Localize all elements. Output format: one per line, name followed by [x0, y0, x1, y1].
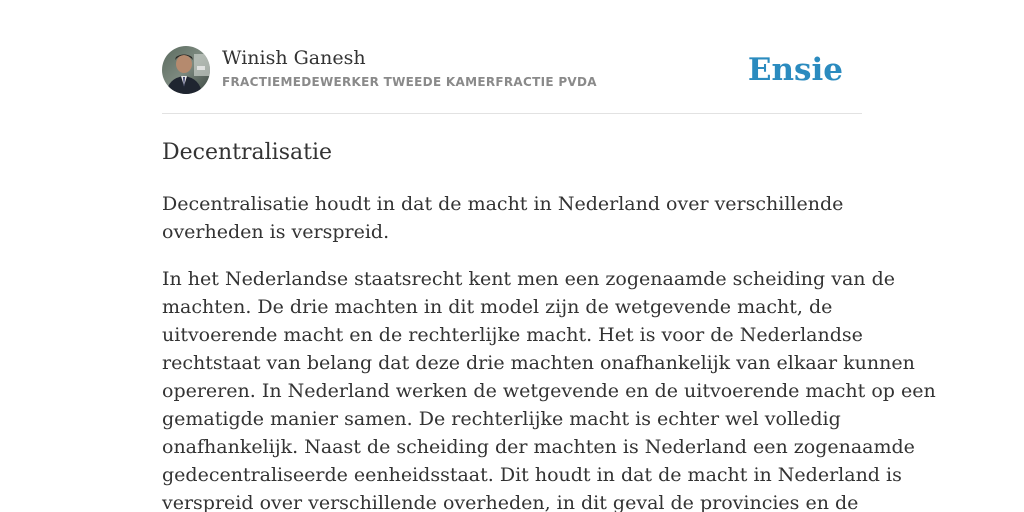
article-title: Decentralisatie [162, 140, 333, 165]
text-line: rechtstaat van belang dat deze drie machten onafhankelijk van elkaar kunnen [162, 352, 915, 374]
paragraph-2 [162, 265, 936, 512]
text-line: onafhankelijk. Naast de scheiding der machten is Nederland een zogenaamde [162, 436, 915, 458]
text-line: In het Nederlandse staatsrecht kent men een zogenaamde scheiding van de [162, 268, 895, 290]
paragraph-1 [162, 190, 862, 246]
text-line: overheden is verspreid. [162, 221, 390, 243]
author-avatar[interactable] [162, 46, 210, 94]
author-header [162, 46, 862, 96]
text-line: uitvoerende macht en de rechterlijke macht. Het is voor de Nederlandse [162, 324, 863, 346]
text-line: gedecentraliseerde eenheidsstaat. Dit houdt in dat de macht in Nederland is [162, 464, 902, 486]
text-line: Decentralisatie houdt in dat de macht in Nederland over verschillende [162, 193, 844, 215]
author-name[interactable]: Winish Ganesh [222, 47, 366, 69]
text-line: opereren. In Nederland werken de wetgevende en de uitvoerende macht op een [162, 380, 936, 402]
text-line: gematigde manier samen. De rechterlijke macht is echter wel volledig [162, 408, 841, 430]
brand-logo[interactable]: Ensie [747, 52, 843, 88]
author-role: FRACTIEMEDEWERKER TWEEDE KAMERFRACTIE PVDA [222, 75, 597, 89]
header-divider [162, 113, 862, 114]
text-line: verspreid over verschillende overheden, in dit geval de provincies en de [162, 492, 859, 512]
text-line: machten. De drie machten in dit model zijn de wetgevende macht, de [162, 296, 833, 318]
avatar-photo [162, 46, 210, 94]
article-body [162, 190, 936, 512]
